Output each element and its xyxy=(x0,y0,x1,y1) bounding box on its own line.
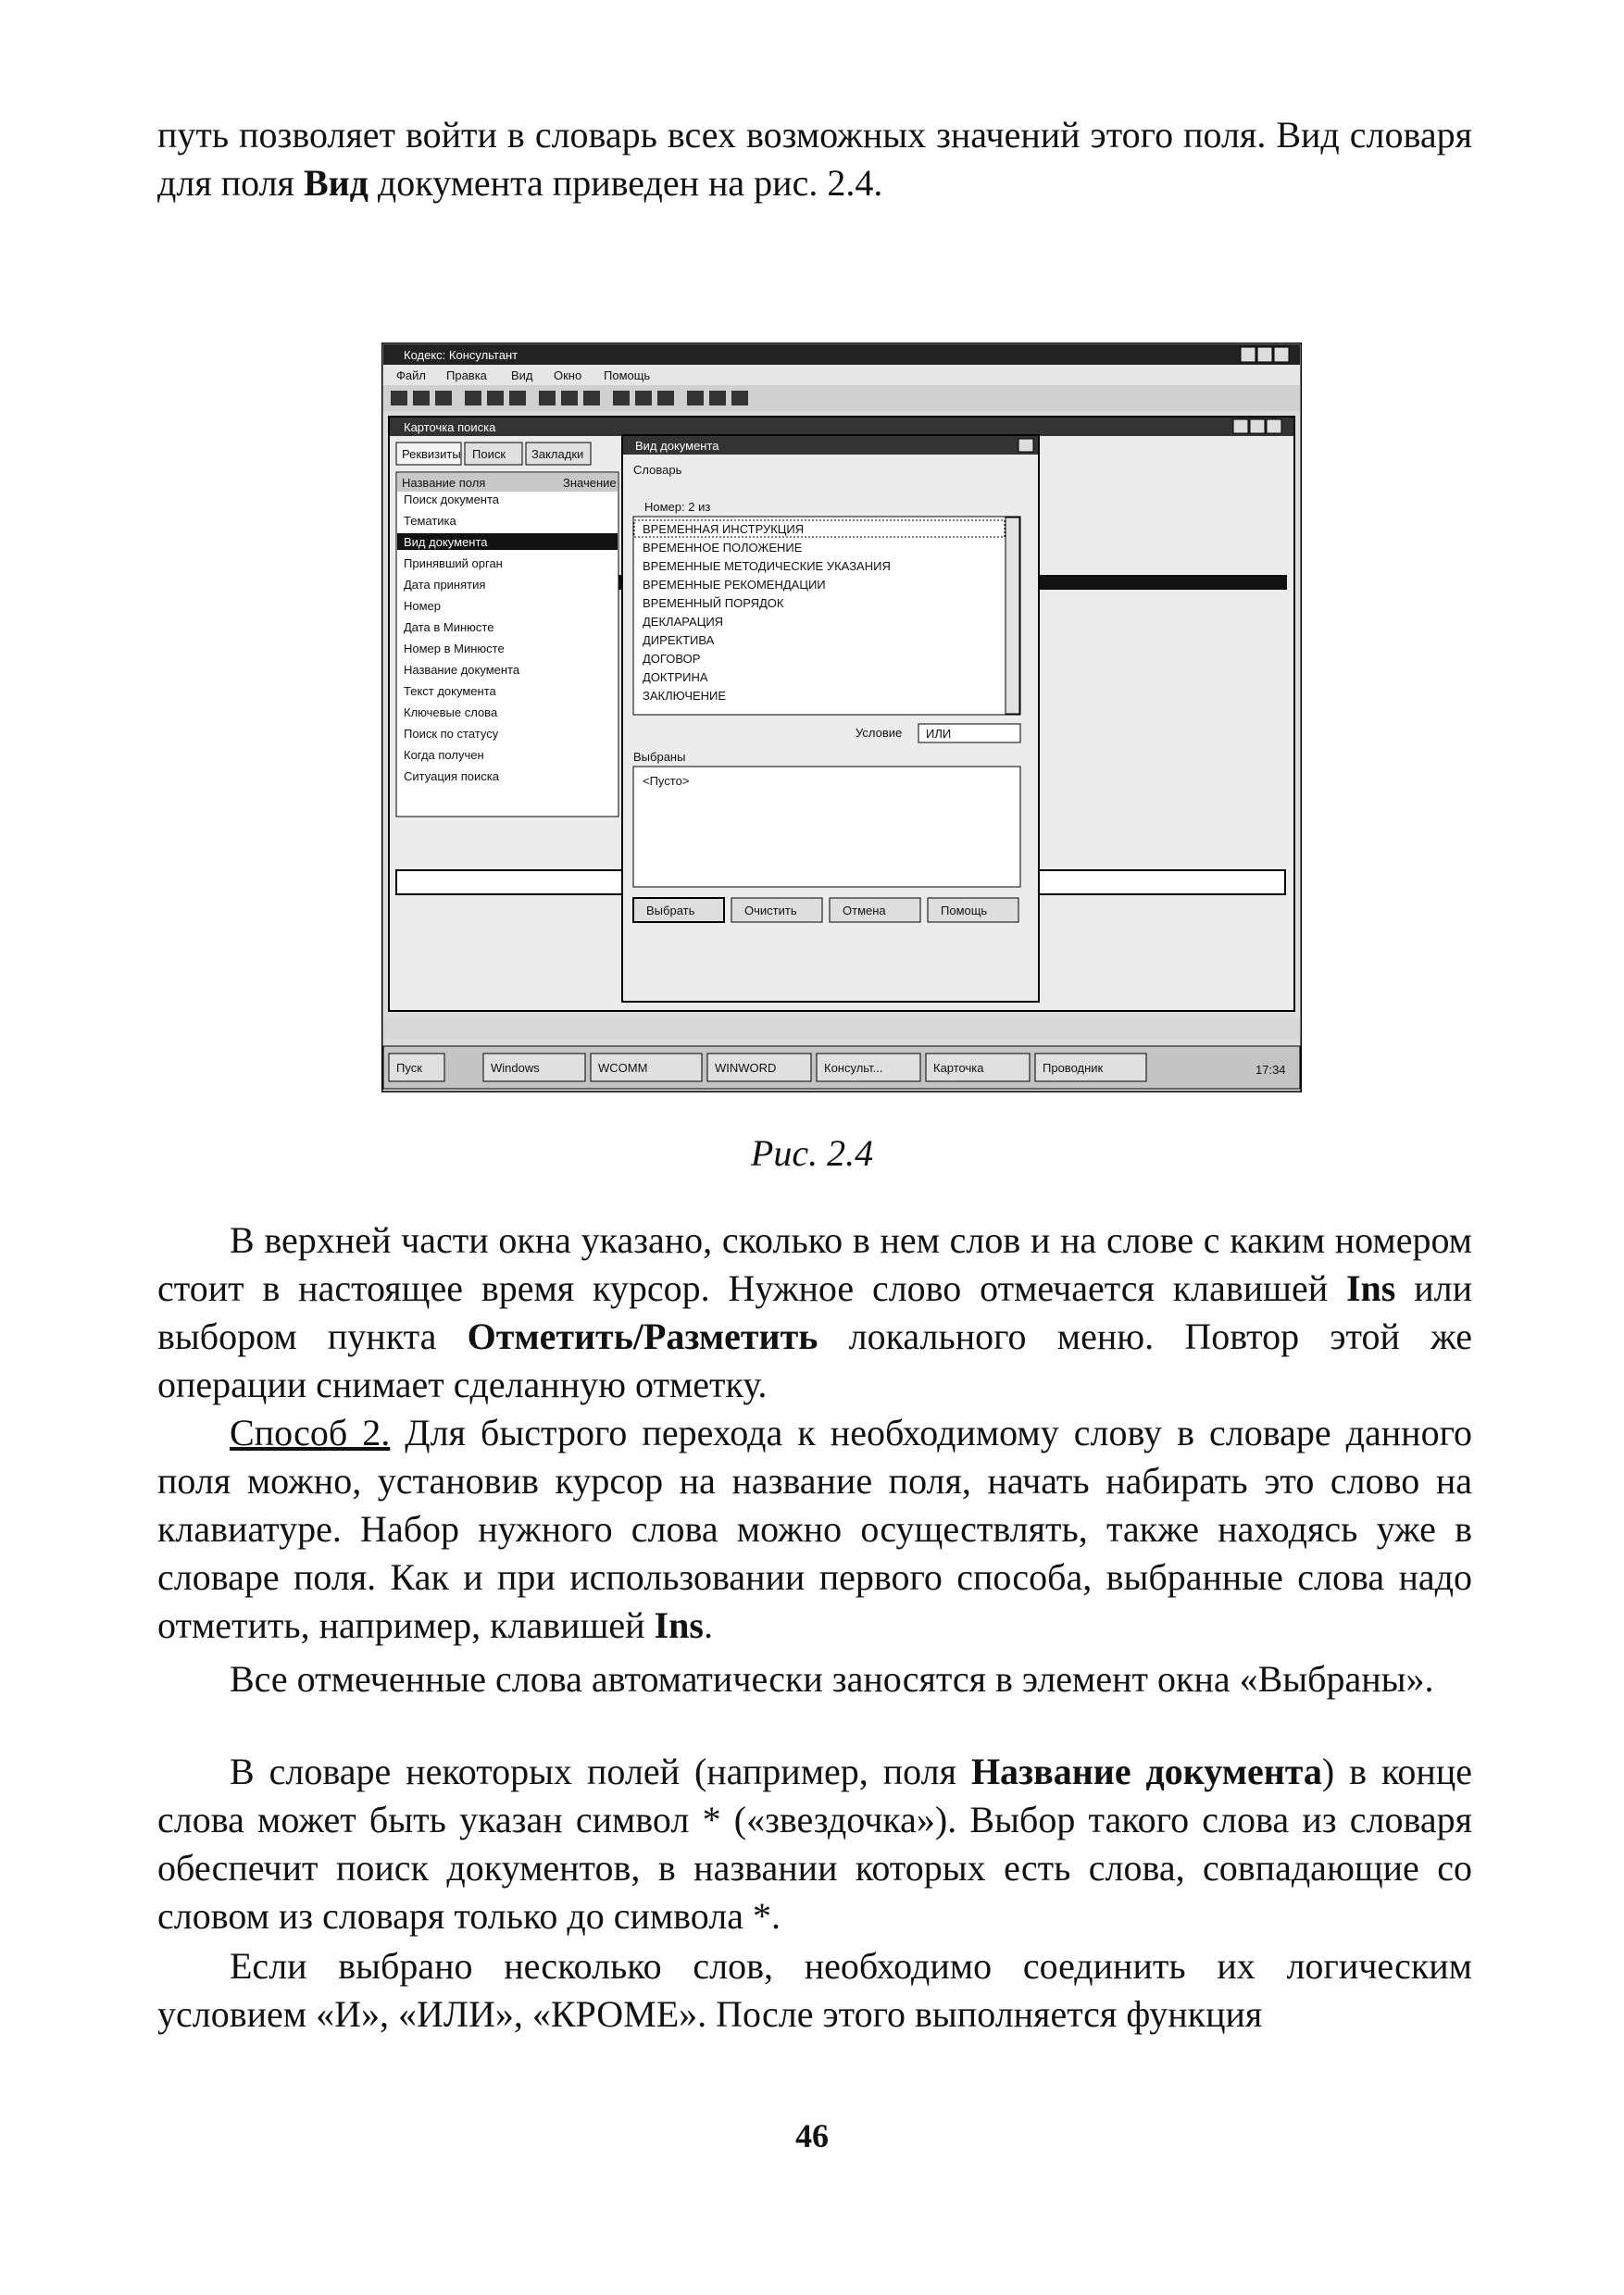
svg-text:Реквизиты: Реквизиты xyxy=(402,447,461,461)
taskbar-item-label: Windows xyxy=(491,1061,540,1075)
field-item[interactable]: Дата принятия xyxy=(404,578,486,592)
paragraph-5: Если выбрано несколько слов, необходимо соединить их логическим условием «И», «ИЛИ», «КРОМЕ». После этого выполняется функция xyxy=(157,1945,1472,2035)
dictionary-word[interactable]: ДОГОВОР xyxy=(643,652,701,666)
menu-view[interactable]: Вид xyxy=(511,368,533,382)
taskbar-item-label: Пуск xyxy=(396,1061,422,1075)
dialog-count: Номер: 2 из xyxy=(644,500,711,514)
field-item[interactable]: Принявший орган xyxy=(404,556,503,570)
dialog-filter-label: Условие xyxy=(856,726,903,740)
field-item[interactable]: Номер в Минюсте xyxy=(404,642,505,655)
main-window-title: Кодекс: Консультант xyxy=(404,348,518,362)
fields-header-name: Название поля xyxy=(402,476,486,490)
dialog-filter-value: ИЛИ xyxy=(926,727,952,741)
dictionary-word[interactable]: ВРЕМЕННЫЙ ПОРЯДОК xyxy=(643,596,784,610)
field-item[interactable]: Текст документа xyxy=(404,684,496,698)
taskbar-clock: 17:34 xyxy=(1255,1063,1286,1077)
figure-screenshot xyxy=(381,343,1302,1092)
menu-help[interactable]: Помощь xyxy=(604,368,651,382)
taskbar-item-label: Консульт... xyxy=(824,1061,883,1075)
taskbar-item-label: WCOMM xyxy=(598,1061,648,1075)
minimize-icon[interactable] xyxy=(1241,347,1255,362)
dictionary-word[interactable]: ВРЕМЕННОЕ ПОЛОЖЕНИЕ xyxy=(643,541,803,555)
main-title-bar[interactable] xyxy=(383,344,1300,365)
field-item[interactable]: Ситуация поиска xyxy=(404,769,499,783)
inner-maximize-icon[interactable] xyxy=(1250,419,1265,433)
inner-window-title: Карточка поиска xyxy=(404,420,496,434)
field-item[interactable]: Дата в Минюсте xyxy=(404,620,494,634)
paragraph-3: Все отмеченные слова автоматически заносятся в элемент окна «Выбраны». xyxy=(230,1658,1434,1700)
dialog-button-label: Очистить xyxy=(744,904,797,917)
field-item[interactable]: Когда получен xyxy=(404,748,484,762)
dictionary-word[interactable]: ВРЕМЕННАЯ ИНСТРУКЦИЯ xyxy=(643,522,805,536)
field-item[interactable]: Номер xyxy=(404,599,442,613)
field-item[interactable]: Поиск документа xyxy=(404,493,500,506)
paragraph-4: В словаре некоторых полей (например, поля Название документа) в конце слова может быть указан символ * («звездочка»). Выбор такого слова из словаря обеспечит поиск документов, в названии которых есть слова, совпадающие со словом из словаря только до символа *. xyxy=(157,1751,1472,1937)
maximize-icon[interactable] xyxy=(1257,347,1272,362)
dictionary-word[interactable]: ДЕКЛАРАЦИЯ xyxy=(643,615,724,629)
paragraph-1: В верхней части окна указано, сколько в нем слов и на слове с каким номером стоит в настоящее время курсор. Нужное слово отмечается клавишей Ins или выбором пункта Отметить/Разметить локального меню. Повтор этой же операции снимает сделанную отметку. xyxy=(157,1219,1473,1405)
dialog-button-label: Выбрать xyxy=(646,904,695,917)
field-item[interactable]: Поиск по статусу xyxy=(404,727,499,741)
dictionary-word[interactable]: ВРЕМЕННЫЕ МЕТОДИЧЕСКИЕ УКАЗАНИЯ xyxy=(643,559,891,573)
paragraph-2: Способ 2. Для быстрого перехода к необходимому слову в словаре данного поля можно, установив курсор на название поля, начать набирать это слово на клавиатуре. Набор нужного слова можно осуществлять, также находясь уже в словаре поля. Как и при использовании первого способа, выбранные слова надо отметить, например, клавишей Ins. xyxy=(157,1412,1473,1646)
selected-empty: <Пусто> xyxy=(643,774,690,788)
field-item[interactable]: Вид документа xyxy=(404,535,488,549)
taskbar-item-label: WINWORD xyxy=(715,1061,777,1075)
dialog-selected-label: Выбраны xyxy=(633,750,686,764)
selected-list[interactable] xyxy=(633,767,1020,887)
dialog-button-label: Помощь xyxy=(941,904,988,917)
field-item[interactable]: Название документа xyxy=(404,663,520,677)
taskbar-item-label: Проводник xyxy=(1043,1061,1104,1075)
dictionary-word[interactable]: ЗАКЛЮЧЕНИЕ xyxy=(643,689,727,703)
taskbar-item-label: Карточка xyxy=(933,1061,984,1075)
inner-minimize-icon[interactable] xyxy=(1233,419,1248,433)
close-icon[interactable] xyxy=(1274,347,1289,362)
dictionary-scrollbar[interactable] xyxy=(1006,518,1019,714)
field-item[interactable]: Ключевые слова xyxy=(404,705,498,719)
status-bar xyxy=(383,1018,1300,1039)
svg-text:Поиск: Поиск xyxy=(472,447,506,461)
svg-text:Закладки: Закладки xyxy=(531,447,584,461)
menu-edit[interactable]: Правка xyxy=(446,368,487,382)
dialog-button-label: Отмена xyxy=(843,904,886,917)
paragraph-intro: путь позволяет войти в словарь всех возможных значений этого поля. Вид словаря для поля Вид документа приведен на рис. 2.4. xyxy=(157,114,1472,204)
field-item[interactable]: Тематика xyxy=(404,514,456,528)
dialog-close-icon[interactable] xyxy=(1018,439,1033,452)
inner-close-icon[interactable] xyxy=(1267,419,1281,433)
menu-window[interactable]: Окно xyxy=(554,368,582,382)
fields-header-value: Значение xyxy=(563,476,617,490)
dictionary-word[interactable]: ВРЕМЕННЫЕ РЕКОМЕНДАЦИИ xyxy=(643,578,826,592)
dictionary-word[interactable]: ДОКТРИНА xyxy=(643,670,708,684)
dictionary-word[interactable]: ДИРЕКТИВА xyxy=(643,633,715,647)
toolbar-icons[interactable] xyxy=(391,391,748,405)
page-number: 46 xyxy=(795,2117,829,2154)
figure-caption: Рис. 2.4 xyxy=(750,1132,874,1174)
dialog-dictionary-label: Словарь xyxy=(633,463,682,477)
menu-file[interactable]: Файл xyxy=(396,368,426,382)
dialog-title: Вид документа xyxy=(635,439,719,453)
